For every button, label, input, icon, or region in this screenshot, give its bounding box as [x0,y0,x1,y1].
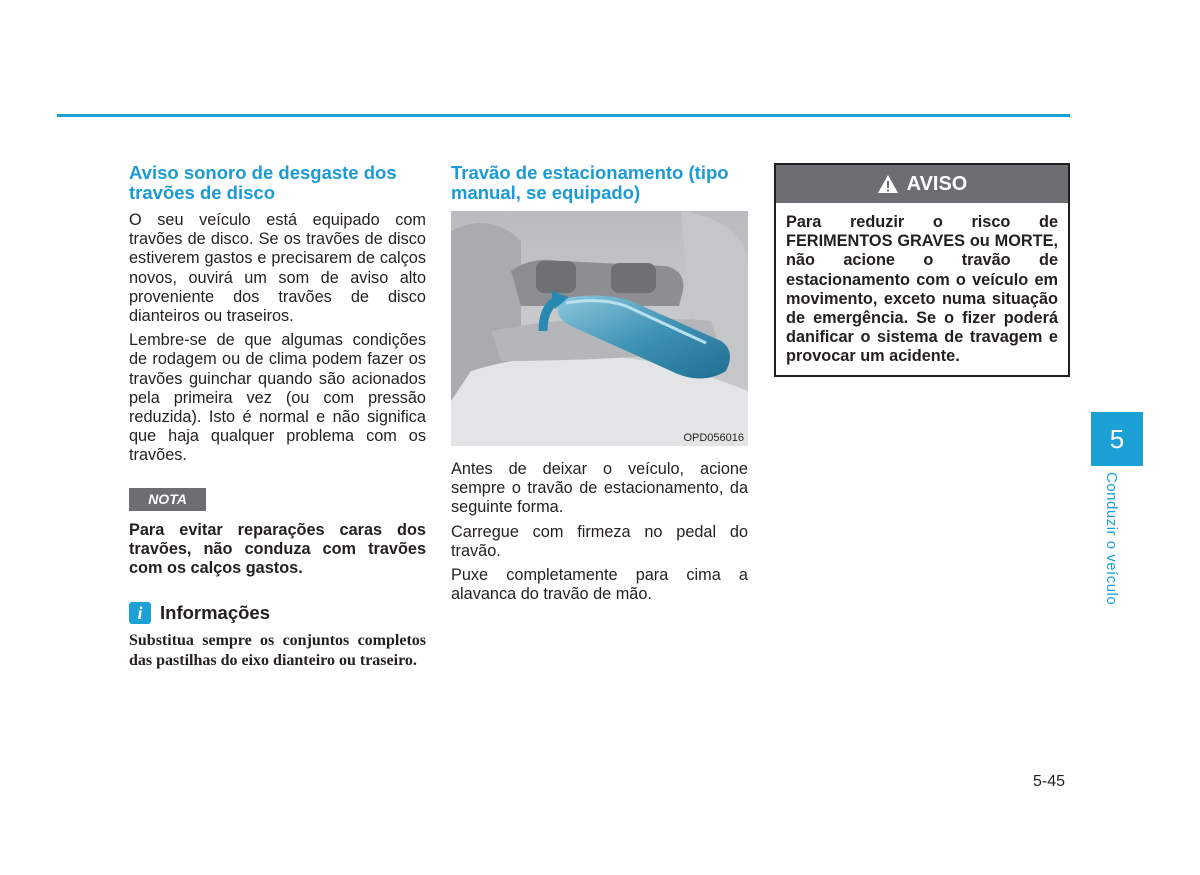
info-header [129,602,426,624]
info-text: Substitua sempre os conjuntos completos das pastilhas do eixo dianteiro ou traseiro. [129,632,426,669]
section-heading-brake-wear: Aviso sonoro de desgaste dos travões de disco [129,162,397,203]
parking-brake-illustration [451,211,748,446]
column-parking-brake [451,163,748,609]
section-heading-parking-brake: Travão de estacionamento (tipo manual, se equipado) [451,162,729,203]
column-warning [774,163,1070,377]
chapter-title: Conduzir o veículo [1103,472,1120,606]
note-badge: NOTA [129,488,206,511]
page-number: 5-45 [1033,773,1066,790]
note-text: Para evitar reparações caras dos travões, não conduza com travões com os calços gastos. [129,520,426,578]
warning-text: Para reduzir o risco de FERIMENTOS GRAVES ou MORTE, não acione o travão de estacionamento com o veículo em movimento, exceto numa situação de emergência. Se o fizer poderá danificar o sistema de travagem e provocar um acidente. [786,213,1058,366]
figure-caption: OPD056016 [683,432,744,444]
paragraph: Antes de deixar o veículo, acione sempre o travão de estacionamento, da seguinte forma. [451,460,748,517]
info-icon: i [129,602,151,624]
warning-triangle-icon [877,174,899,194]
paragraph: Carregue com firmeza no pedal do travão. [451,522,748,560]
warning-title: AVISO [906,172,968,195]
parking-brake-drawing [451,211,748,446]
info-title: Informações [160,602,271,624]
top-rule [57,114,1070,117]
chapter-tab: 5 [1091,412,1143,466]
warning-header [776,165,1068,203]
paragraph: Puxe completamente para cima a alavanca do travão de mão. [451,566,748,604]
column-brake-wear [129,163,426,670]
paragraph: O seu veículo está equipado com travões de disco. Se os travões de disco estiverem gastos e precisarem de calços novos, ouvirá um som de aviso alto proveniente dos travões de disco dianteiros ou traseiros. [129,211,426,326]
paragraph: Lembre-se de que algumas condições de rodagem ou de clima podem fazer os travões guinchar quando são acionados pela primeira vez (ou com pressão reduzida). Isto é normal e não significa que haja qualquer problema com os travões. [129,331,426,465]
warning-box [774,163,1070,377]
